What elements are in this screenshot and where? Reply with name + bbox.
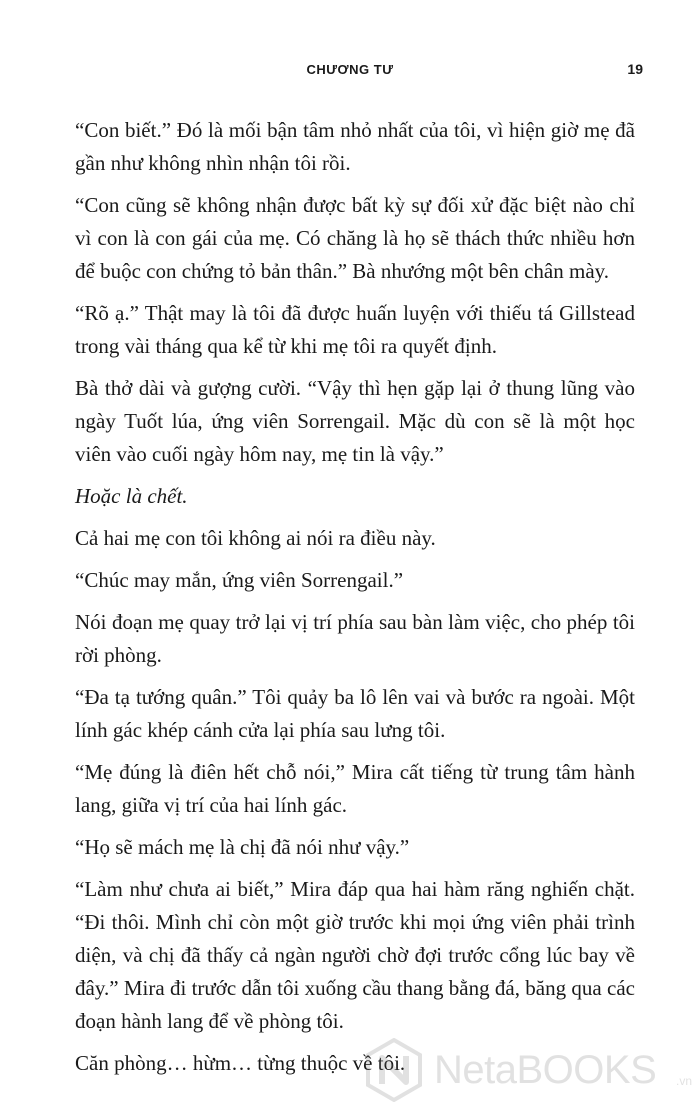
watermark <box>362 1038 692 1108</box>
body-text <box>75 114 635 1089</box>
paragraph: “Rõ ạ.” Thật may là tôi đã được huấn luyện với thiếu tá Gillstead trong vài tháng qua kể từ khi mẹ tôi ra quyết định. <box>75 301 635 358</box>
watermark-brand: NetaBOOKS <box>434 1048 657 1092</box>
paragraph: “Làm như chưa ai biết,” Mira đáp qua hai hàm răng nghiến chặt. “Đi thôi. Mình chỉ còn một giờ trước khi mọi ứng viên phải trình diện, và chị đã thấy cả ngàn người chờ đợi trước cổng lúc bay về đây.” Mira đi trước dẫn tôi xuống cầu thang bằng đá, băng qua các đoạn hành lang để về phòng tôi. <box>75 877 635 1033</box>
paragraph: Cả hai mẹ con tôi không ai nói ra điều này. <box>75 526 436 550</box>
paragraph: “Mẹ đúng là điên hết chỗ nói,” Mira cất tiếng từ trung tâm hành lang, giữa vị trí của hai lính gác. <box>75 760 635 817</box>
paragraph: Căn phòng… hừm… từng thuộc về tôi. <box>75 1051 406 1075</box>
paragraph: “Con cũng sẽ không nhận được bất kỳ sự đối xử đặc biệt nào chỉ vì con là con gái của mẹ. Có chăng là họ sẽ thách thức nhiều hơn để buộc con chứng tỏ bản thân.” Bà nhướng một bên chân mày. <box>75 193 635 283</box>
paragraph-italic: Hoặc là chết. <box>75 484 188 508</box>
chapter-title: CHƯƠNG TƯ <box>306 62 394 77</box>
running-header <box>0 58 700 82</box>
paragraph: “Con biết.” Đó là mối bận tâm nhỏ nhất của tôi, vì hiện giờ mẹ đã gần như không nhìn nhận tôi rồi. <box>75 118 635 175</box>
paragraph: “Đa tạ tướng quân.” Tôi quảy ba lô lên vai và bước ra ngoài. Một lính gác khép cánh cửa lại phía sau lưng tôi. <box>75 685 635 742</box>
watermark-domain: .vn <box>675 1074 692 1088</box>
paragraph: “Họ sẽ mách mẹ là chị đã nói như vậy.” <box>75 835 410 859</box>
page-number: 19 <box>627 61 643 77</box>
paragraph: “Chúc may mắn, ứng viên Sorrengail.” <box>75 568 404 592</box>
neta-logo-icon <box>362 1038 426 1102</box>
paragraph: Bà thở dài và gượng cười. “Vậy thì hẹn gặp lại ở thung lũng vào ngày Tuốt lúa, ứng viên Sorrengail. Mặc dù con sẽ là một học viên vào cuối ngày hôm nay, mẹ tin là vậy.” <box>75 376 635 466</box>
paragraph: Nói đoạn mẹ quay trở lại vị trí phía sau bàn làm việc, cho phép tôi rời phòng. <box>75 610 635 667</box>
